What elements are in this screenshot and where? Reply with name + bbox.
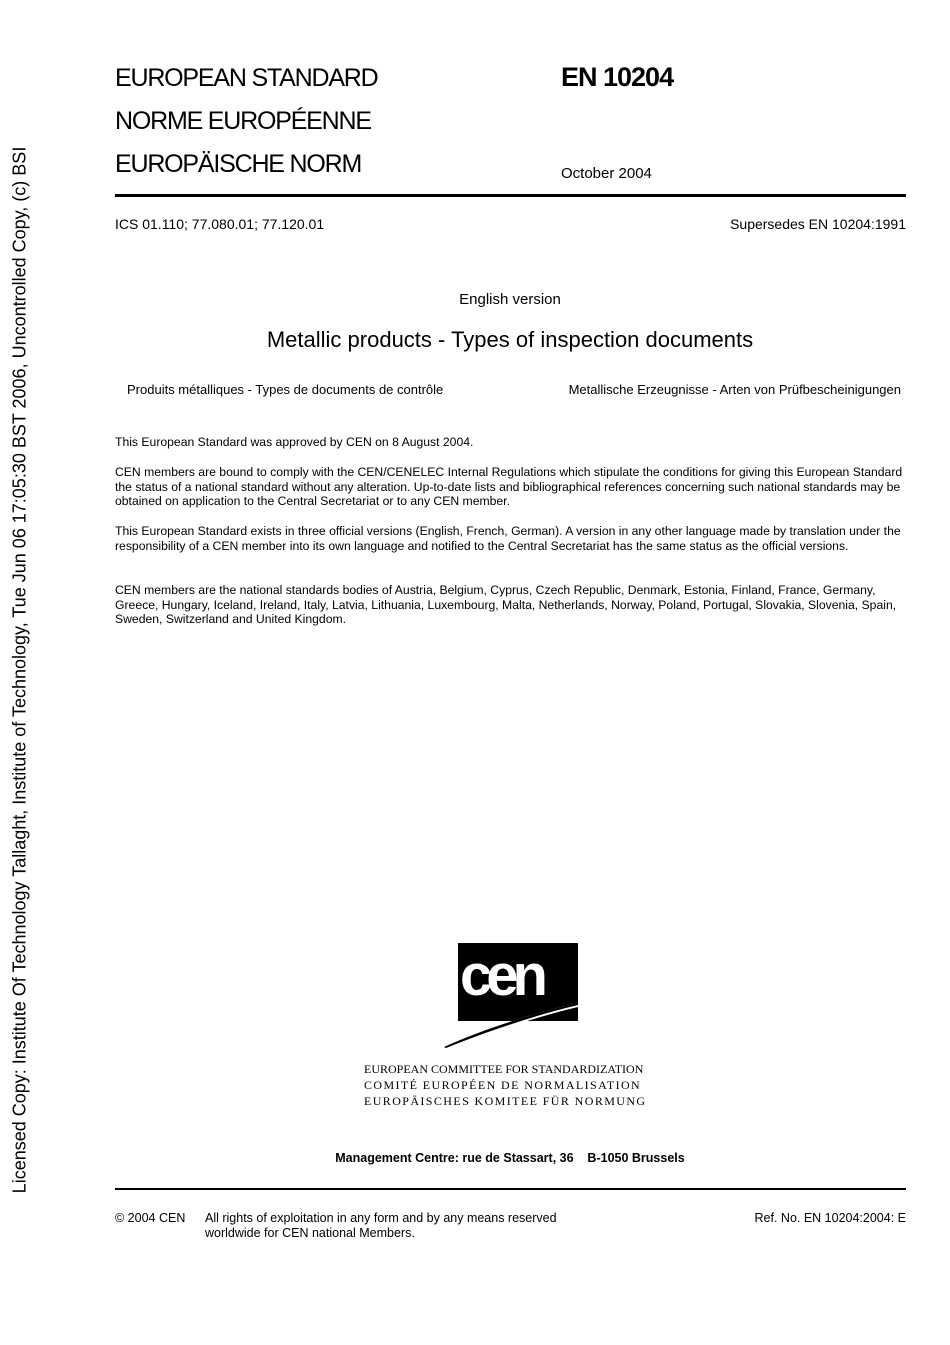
organization-names xyxy=(364,1061,647,1109)
rights-line-2: worldwide for CEN national Members. xyxy=(205,1226,415,1240)
rights-statement xyxy=(205,1211,557,1241)
approval-paragraph: This European Standard was approved by CEN on 8 August 2004. xyxy=(115,435,474,449)
cen-logo-text: cen xyxy=(460,943,542,1008)
copyright: © 2004 CEN xyxy=(115,1211,186,1225)
reference-number: Ref. No. EN 10204:2004: E xyxy=(754,1211,906,1225)
org-name-german: EUROPÄISCHES KOMITEE FÜR NORMUNG xyxy=(364,1094,647,1108)
german-title: Metallische Erzeugnisse - Arten von Prüfbescheinigungen xyxy=(568,382,901,397)
french-title: Produits métalliques - Types de documents de contrôle xyxy=(127,382,444,397)
title-french: NORME EUROPÉENNE xyxy=(115,107,371,135)
footer-divider xyxy=(115,1188,906,1190)
version-label: English version xyxy=(459,291,561,308)
publication-date: October 2004 xyxy=(561,165,652,182)
rights-line-1: All rights of exploitation in any form and by any means reserved xyxy=(205,1211,557,1225)
title-english: EUROPEAN STANDARD xyxy=(115,64,378,92)
document-title: Metallic products - Types of inspection documents xyxy=(266,327,754,352)
supersedes-note: Supersedes EN 10204:1991 xyxy=(730,216,906,232)
title-german: EUROPÄISCHE NORM xyxy=(115,150,362,178)
standard-number: EN 10204 xyxy=(561,62,674,92)
cen-logo xyxy=(444,943,578,1051)
header-divider xyxy=(115,194,906,197)
management-centre: Management Centre: rue de Stassart, 36 B-1050 Brussels xyxy=(335,1151,685,1165)
versions-paragraph: This European Standard exists in three official versions (English, French, German). A version in any other language made by translation under the responsibility of a CEN member into its own language and notified to the Central Secretariat has the same status as the official versions. xyxy=(115,524,901,553)
org-name-english: EUROPEAN COMMITTEE FOR STANDARDIZATION xyxy=(364,1062,644,1076)
ics-codes: ICS 01.110; 77.080.01; 77.120.01 xyxy=(115,216,325,232)
members-paragraph: CEN members are the national standards bodies of Austria, Belgium, Cyprus, Czech Republic, Denmark, Estonia, Finland, France, Germany, Greece, Hungary, Iceland, Ireland, Italy, Latvia, Lithuania, Luxembourg, Malta, Netherlands, Norway, Poland, Portugal, Slovakia, Slovenia, Spain, Sweden, Switzerland and United Kingdom. xyxy=(115,583,897,627)
regulations-paragraph: CEN members are bound to comply with the CEN/CENELEC Internal Regulations which stipulate the conditions for giving this European Standard the status of a national standard without any alteration. Up-to-date lists and bibliographical references concerning such national standards may be obtained on application to the Central Secretariat or to any CEN member. xyxy=(115,465,903,509)
license-watermark-text: Licensed Copy: Institute Of Technology Tallaght, Institute of Technology, Tue Jun 06 17:05:30 BST 2006, Uncontrolled Copy, (c) BSI xyxy=(9,146,30,1194)
org-name-french: COMITÉ EUROPÉEN DE NORMALISATION xyxy=(364,1078,642,1092)
